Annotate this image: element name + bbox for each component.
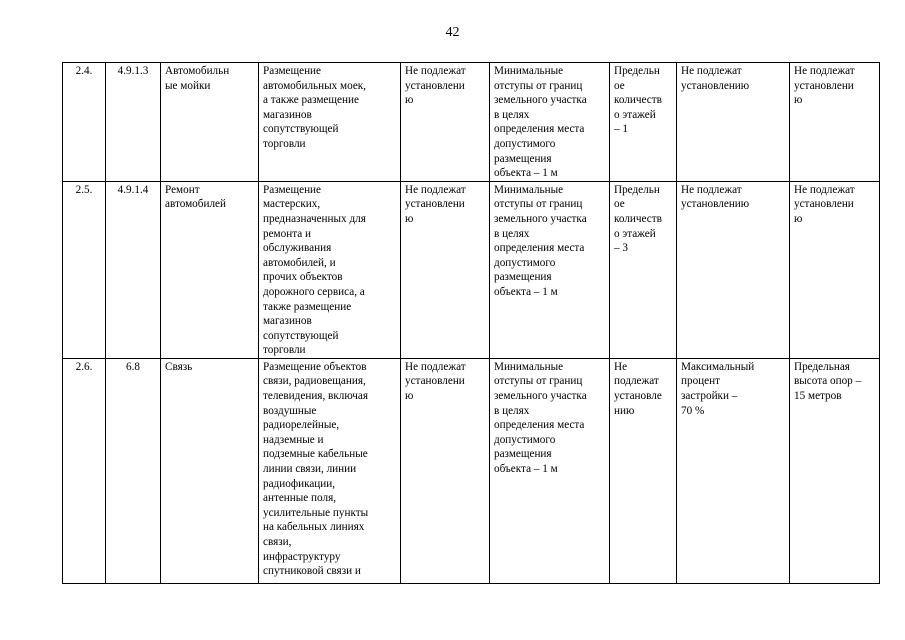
use-description-cell: Размещение мастерских, предназначенных для ремонта и обслуживания автомобилей, и прочих объектов дорожного сервиса, а также размещение магазинов сопутствующей торговли: [259, 181, 401, 358]
use-code-cell: 6.8: [106, 358, 161, 583]
plot-size-cell: Не подлежат установлени ю: [401, 181, 490, 358]
use-code-cell: 4.9.1.4: [106, 181, 161, 358]
setbacks-cell: Минимальные отступы от границ земельного участка в целях определения места допустимого размещения объекта – 1 м: [490, 181, 610, 358]
plot-size-cell: Не подлежат установлени ю: [401, 63, 490, 182]
page-number: 42: [445, 25, 460, 40]
setbacks-cell: Минимальные отступы от границ земельного участка в целях определения места допустимого размещения объекта – 1 м: [490, 63, 610, 182]
coverage-cell: Не подлежат установлению: [677, 63, 790, 182]
row-number-cell: 2.6.: [63, 358, 106, 583]
use-description-cell: Размещение объектов связи, радиовещания, телевидения, включая воздушные радиорелейные, надземные и подземные кабельные линии связи, линии радиофикации, антенные поля, усилительные пункты на кабельных линиях связи, инфраструктуру спутниковой связи и: [259, 358, 401, 583]
use-name-cell: Автомобильн ые мойки: [161, 63, 259, 182]
floors-cell: Предельн ое количеств о этажей – 1: [610, 63, 677, 182]
coverage-cell: Максимальный процент застройки – 70 %: [677, 358, 790, 583]
use-name-cell: Связь: [161, 358, 259, 583]
setbacks-cell: Минимальные отступы от границ земельного участка в целях определения места допустимого размещения объекта – 1 м: [490, 358, 610, 583]
table-row: [63, 181, 880, 358]
other-params-cell: Не подлежат установлени ю: [790, 181, 880, 358]
row-number-cell: 2.4.: [63, 63, 106, 182]
use-description-cell: Размещение автомобильных моек, а также размещение магазинов сопутствующей торговли: [259, 63, 401, 182]
floors-cell: Не подлежат установле нию: [610, 358, 677, 583]
other-params-cell: Не подлежат установлени ю: [790, 63, 880, 182]
table-row: [63, 63, 880, 182]
other-params-cell: Предельная высота опор – 15 метров: [790, 358, 880, 583]
coverage-cell: Не подлежат установлению: [677, 181, 790, 358]
table-row: [63, 358, 880, 583]
plot-size-cell: Не подлежат установлени ю: [401, 358, 490, 583]
use-code-cell: 4.9.1.3: [106, 63, 161, 182]
floors-cell: Предельн ое количеств о этажей – 3: [610, 181, 677, 358]
row-number-cell: 2.5.: [63, 181, 106, 358]
use-name-cell: Ремонт автомобилей: [161, 181, 259, 358]
land-use-table: [62, 62, 880, 584]
